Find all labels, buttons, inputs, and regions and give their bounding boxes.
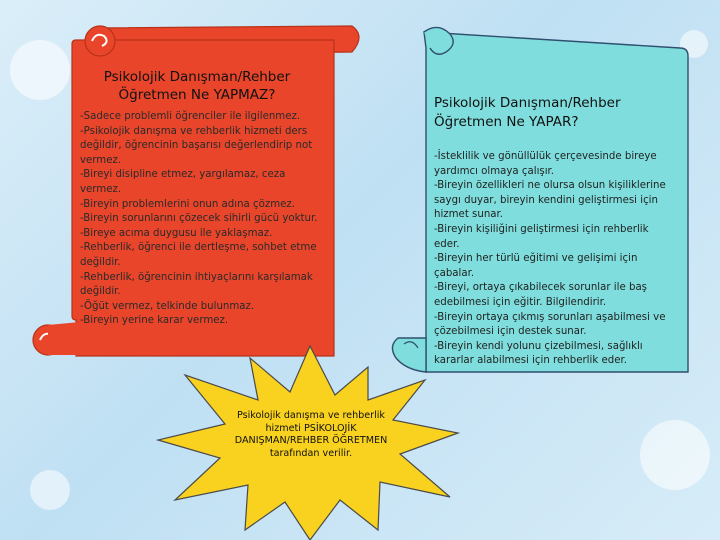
left-card-body: -Sadece problemli öğrenciler ile ilgilenmez. -Psikolojik danışma ve rehberlik hizmeti ders değildir, öğrencinin başarısı değerlendirip not vermez. -Bireyi disipline etmez, yargılamaz, ceza vermez. -Bireyin problemlerini onun adına çözmez. -Bireyin sorunlarını çözecek sihirli gücü yoktur. -Bireye acıma duygusu ile yaklaşmaz. -Rehberlik, öğrenci ile dertleşme, sohbet etme değildir. -Rehberlik, öğrencinin ihtiyaçlarını karşılamak değildir. -Öğüt vermez, telkinde bulunmaz. -Bireyin yerine karar vermez. — [80, 111, 318, 327]
right-card-body: -İsteklilik ve gönüllülük çerçevesinde bireye yardımcı olmaya çalışır. -Bireyin özellikleri ne olursa olsun kişiliklerine saygı duyar, bireyin kendini geliştirmesi için hizmet sunar. -Bireyin kişiliğini geliştirmesi için rehberlik eder. -Bireyin her türlü eğitimi ve gelişimi için çabalar. -Bireyi, ortaya çıkabilecek sorunlar ile baş edebilmesi için eğitir. Bilgilendirir. -Bireyin ortaya çıkmış sorunları aşabilmesi ve çözebilmesi için destek sunar. -Bireyin kendi yolunu çizebilmesi, sağlıklı kararlar alabilmesi için rehberlik eder. — [434, 151, 666, 367]
star-callout-text: Psikolojik danışma ve rehberlik hizmeti PSİKOLOJİK DANIŞMAN/REHBER ÖĞRETMEN tarafından verilir. — [234, 410, 388, 459]
left-card-title: Psikolojik Danışman/Rehber Öğretmen Ne YAPMAZ? — [103, 69, 291, 103]
right-card-title: Psikolojik Danışman/Rehber Öğretmen Ne YAPAR? — [434, 95, 621, 130]
